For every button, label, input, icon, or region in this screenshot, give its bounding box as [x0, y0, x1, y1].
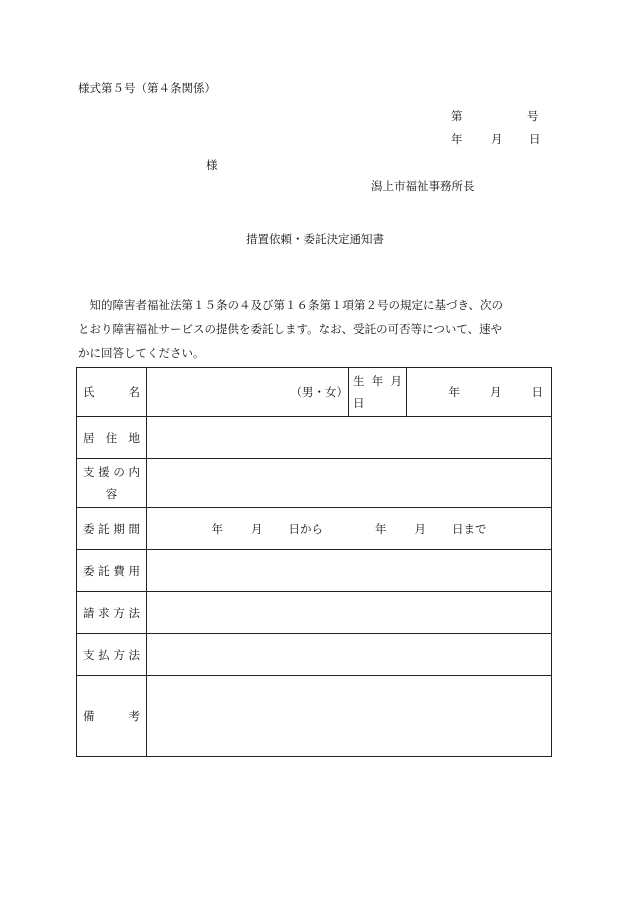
- period-field[interactable]: [147, 508, 552, 550]
- support-content-label: [77, 459, 147, 508]
- birthdate-label-char: 生: [353, 374, 365, 388]
- gender-options: （男・女）: [290, 385, 348, 399]
- issue-date-month: 月: [491, 132, 503, 146]
- row-payment: [77, 634, 552, 676]
- row-support: [77, 459, 552, 508]
- payment-label-char: 支: [83, 647, 95, 662]
- body-line: とおり障害福祉サービスの提供を委託します。なお、受託の可否等について、速や: [78, 322, 503, 336]
- support-label-char: 容: [105, 487, 118, 501]
- support-label-char: の: [113, 465, 125, 479]
- issuer-name: 潟上市福祉事務所長: [371, 179, 475, 193]
- period-to-day: 日まで: [452, 521, 487, 536]
- period-label-char: 間: [128, 521, 140, 536]
- support-label-char: 内: [128, 465, 140, 479]
- support-content-field[interactable]: [147, 459, 552, 508]
- row-cost: [77, 550, 552, 592]
- birthdate-label: [349, 368, 407, 417]
- period-label-char: 委: [83, 521, 95, 536]
- remarks-label-char: 考: [128, 709, 140, 723]
- period-from-day: 日から: [288, 521, 323, 536]
- period-label-char: 期: [113, 521, 125, 536]
- addressee-honorific: 様: [206, 158, 218, 172]
- remarks-label-char: 備: [83, 709, 95, 723]
- birthdate-label-char: 月: [390, 374, 402, 388]
- name-field[interactable]: [147, 368, 349, 417]
- period-label-char: 託: [98, 521, 110, 536]
- row-address: [77, 417, 552, 459]
- cost-field[interactable]: [147, 550, 552, 592]
- notification-form-table: [76, 367, 552, 757]
- payment-label-char: 払: [98, 647, 110, 662]
- billing-label-char: 方: [113, 605, 125, 620]
- payment-label-char: 法: [128, 647, 140, 662]
- address-label-char: 居: [83, 430, 95, 445]
- body-line: 知的障害者福祉法第１５条の４及び第１６条第１項第２号の規定に基づき、次の: [78, 298, 504, 312]
- period-from-year: 年: [211, 521, 223, 536]
- document-number-suffix: 号: [527, 109, 539, 123]
- name-label: [77, 368, 147, 417]
- period-to-year: 年: [375, 521, 387, 536]
- billing-label-char: 求: [98, 605, 110, 620]
- form-number: 様式第５号（第４条関係）: [78, 81, 216, 95]
- billing-label: [77, 592, 147, 634]
- cost-label-char: 費: [113, 563, 125, 578]
- address-label-char: 地: [128, 430, 140, 445]
- row-billing: [77, 592, 552, 634]
- support-label-char: 支: [83, 465, 95, 479]
- birthdate-label-char: 日: [353, 396, 365, 410]
- issue-date-year: 年: [451, 132, 463, 146]
- support-label-char: 援: [98, 465, 110, 479]
- body-line: かに回答してください。: [78, 346, 205, 360]
- billing-field[interactable]: [147, 592, 552, 634]
- billing-label-char: 法: [128, 605, 140, 620]
- cost-label-char: 託: [98, 563, 110, 578]
- birthdate-month: 月: [490, 385, 502, 399]
- cost-label-char: 用: [128, 563, 140, 578]
- issue-date-day: 日: [529, 132, 541, 146]
- payment-label: [77, 634, 147, 676]
- payment-field[interactable]: [147, 634, 552, 676]
- payment-label-char: 方: [113, 647, 125, 662]
- document-number-prefix: 第: [451, 109, 463, 123]
- remarks-field[interactable]: [147, 676, 552, 757]
- name-label-char: 氏: [83, 385, 95, 399]
- period-to-month: 月: [414, 521, 426, 536]
- row-remarks: [77, 676, 552, 757]
- remarks-label: [77, 676, 147, 757]
- period-label: [77, 508, 147, 550]
- name-label-char: 名: [128, 385, 140, 399]
- birthdate-year: 年: [448, 385, 460, 399]
- row-name: [77, 368, 552, 417]
- birthdate-label-char: 年: [371, 374, 384, 388]
- address-field[interactable]: [147, 417, 552, 459]
- cost-label-char: 委: [83, 563, 95, 578]
- body-paragraph: [78, 293, 558, 365]
- birthdate-day: 日: [531, 385, 543, 399]
- address-label-char: 住: [105, 430, 118, 445]
- cost-label: [77, 550, 147, 592]
- billing-label-char: 請: [83, 605, 95, 620]
- document-title: 措置依頼・委託決定通知書: [246, 232, 384, 246]
- birthdate-field[interactable]: [407, 368, 552, 417]
- address-label: [77, 417, 147, 459]
- row-period: [77, 508, 552, 550]
- period-from-month: 月: [251, 521, 263, 536]
